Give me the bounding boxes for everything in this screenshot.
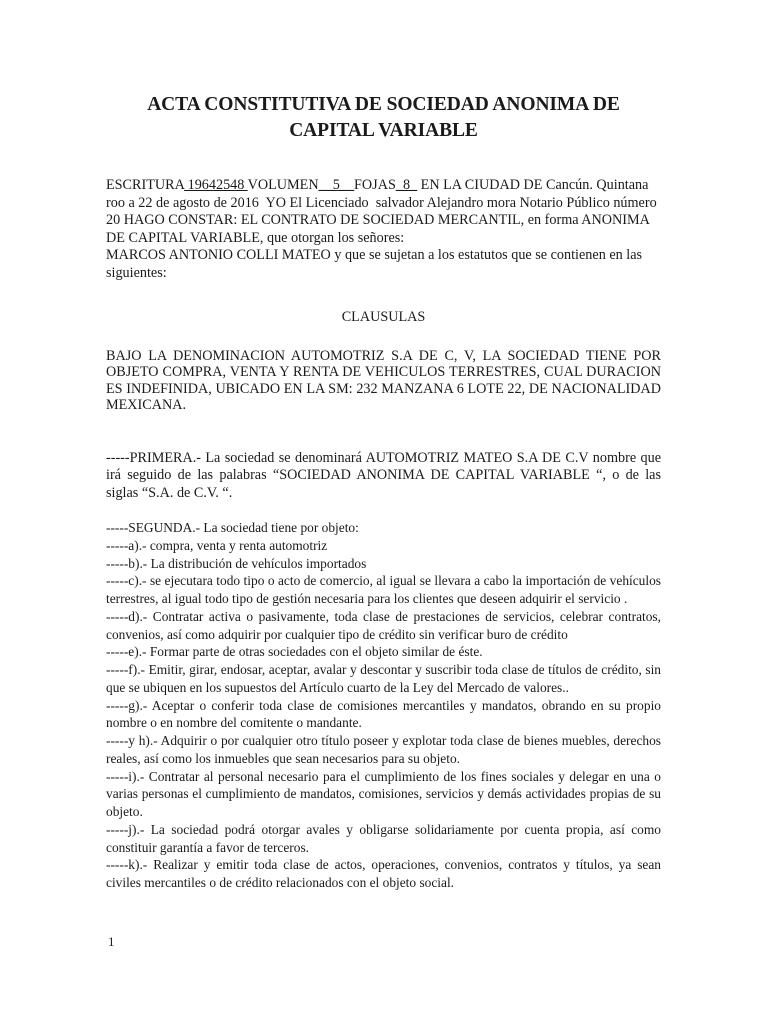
otorgantes-text: MARCOS ANTONIO COLLI MATEO y que se sujetan a los estatutos que se contienen en las siguientes: (106, 247, 646, 281)
page-number: 1 (108, 934, 115, 949)
segunda-item: -----c).- se ejecutara todo tipo o acto de comercio, al igual se llevara a cabo la importación de vehículos terrestres, al igual todo tipo de gestión necesaria para los clientes que deseen adquirir el servicio . (106, 573, 661, 606)
denominacion-paragraph: BAJO LA DENOMINACION AUTOMOTRIZ S.A DE C, V, LA SOCIEDAD TIENE POR OBJETO COMPRA, VENTA Y RENTA DE VEHICULOS TERRESTRES, CUAL DURACION ES INDEFINIDA, UBICADO EN LA SM: 232 MANZANA 6 LOTE 22, DE NACIONALIDAD MEXICANA. (106, 347, 661, 413)
clausula-segunda (106, 519, 661, 892)
escritura-label: ESCRITURA (106, 177, 185, 193)
segunda-item: -----d).- Contratar activa o pasivamente, toda clase de prestaciones de servicios, celebrar contratos, convenios, así como adquirir por cualquier tipo de crédito sin verificar buro de crédito (106, 608, 661, 642)
segunda-item: -----y h).- Adquirir o por cualquier otro título poseer y explotar toda clase de bienes muebles, derechos reales, así como los inmuebles que sean necesarios para su objeto. (106, 733, 661, 766)
document-body (106, 92, 661, 892)
title-line-2: CAPITAL VARIABLE (289, 120, 478, 141)
title-line-1: ACTA CONSTITUTIVA DE SOCIEDAD ANONIMA DE (147, 94, 620, 115)
segunda-item: -----k).- Realizar y emitir toda clase de actos, operaciones, convenios, contratos y títulos, ya sean civiles mercantiles o de crédito relacionados con el objeto social. (106, 857, 661, 890)
segunda-item: -----f).- Emitir, girar, endosar, aceptar, avalar y descontar y suscribir toda clase de títulos de crédito, sin que se ubiquen en los supuestos del Artículo cuarto de la Ley del Mercado de valores.. (106, 662, 661, 695)
document-title (106, 92, 661, 144)
segunda-item: -----e).- Formar parte de otras sociedades con el objeto similar de éste. (106, 644, 483, 660)
fojas-value: _8_ (395, 177, 418, 193)
clausula-primera: -----PRIMERA.- La sociedad se denominará AUTOMOTRIZ MATEO S.A DE C.V nombre que irá seguido de las palabras “SOCIEDAD ANONIMA DE CAPITAL VARIABLE “, o de las siglas “S.A. de C.V. “. (106, 449, 661, 501)
clausulas-heading: CLAUSULAS (341, 309, 426, 325)
volumen-value: __5__ (318, 177, 355, 193)
segunda-item: -----i).- Contratar al personal necesario para el cumplimiento de los fines sociales y delegar en una o varias personas el cumplimiento de mandatos, comisiones, servicios y demás actividades propias de su objeto. (106, 768, 661, 819)
intro-lugar-text: EN LA CIUDAD DE Cancún. Quintana roo a 22 de agosto de 2016 YO El Licenciado salvador Alejandro mora Notario Público número 20 HAGO CONSTAR: EL CONTRATO DE SOCIEDAD MERCANTIL, en forma ANONIMA DE CAPITAL VARIABLE, que otorgan los señores: (106, 177, 661, 246)
volumen-label: VOLUMEN (247, 177, 319, 193)
segunda-item: -----a).- compra, venta y renta automotriz (106, 537, 328, 553)
segunda-item: -----g).- Aceptar o conferir toda clase de comisiones mercantiles y mandatos, obrando en su propio nombre o en nombre del comitente o mandante. (106, 697, 661, 731)
escritura-number: 19642548 (184, 177, 248, 193)
fojas-label: FOJAS (354, 177, 396, 193)
segunda-item: -----b).- La distribución de vehículos importados (106, 555, 367, 571)
segunda-item: -----j).- La sociedad podrá otorgar avales y obligarse solidariamente por cuenta propia, así como constituir garantía a favor de terceros. (106, 821, 661, 855)
intro-paragraph (106, 177, 661, 282)
segunda-intro: -----SEGUNDA.- La sociedad tiene por objeto: (106, 520, 359, 535)
